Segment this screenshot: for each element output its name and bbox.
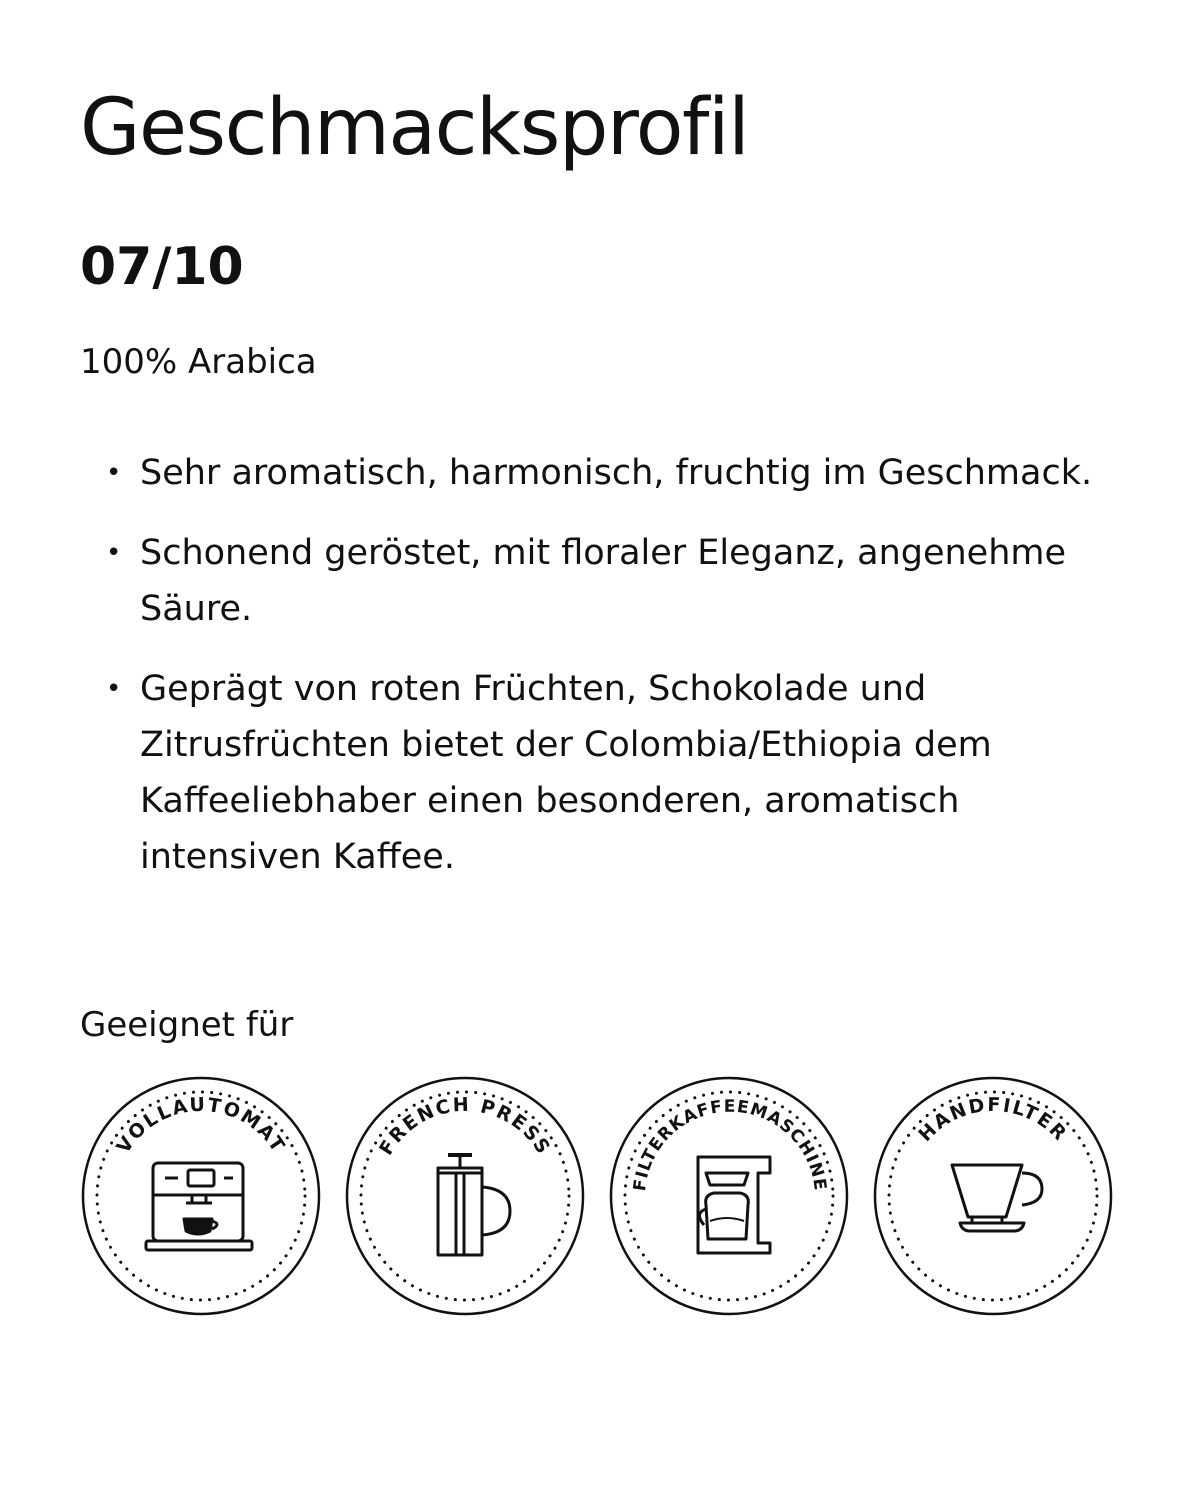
- list-item: [80, 661, 1140, 885]
- page-title: Geschmacksprofil: [80, 83, 749, 173]
- brewing-method-badges: [80, 1075, 1115, 1317]
- bullet-icon: •: [106, 674, 122, 704]
- badge-label: FILTERKAFFEEMASCHINE: [630, 1096, 830, 1193]
- filter-coffee-machine-icon: [698, 1157, 770, 1253]
- badge-label: VOLLAUTOMAT: [112, 1093, 290, 1158]
- list-item: [80, 525, 1140, 637]
- svg-text:VOLLAUTOMAT: [112, 1094, 289, 1158]
- taste-note-text: Schonend geröstet, mit floraler Eleganz, angenehme Säure.: [140, 533, 1067, 629]
- badge-french-press: [344, 1075, 586, 1317]
- taste-note-text: Sehr aromatisch, harmonisch, fruchtig im Geschmack.: [140, 453, 1093, 493]
- svg-text:HANDFILTER: [914, 1094, 1072, 1146]
- badge-label: HANDFILTER: [914, 1093, 1072, 1147]
- badge-label: FRENCH PRESS: [375, 1093, 555, 1160]
- coffee-machine-icon: [146, 1163, 252, 1250]
- badge-handfilter: [872, 1075, 1114, 1317]
- badge-vollautomat: [80, 1075, 322, 1317]
- french-press-icon: [438, 1155, 510, 1255]
- list-item: [80, 445, 1140, 501]
- taste-score: 07/10: [80, 237, 244, 297]
- bullet-icon: •: [106, 458, 122, 488]
- bullet-icon: •: [106, 538, 122, 568]
- taste-notes-list: [80, 445, 1140, 909]
- bean-origin: 100% Arabica: [80, 342, 317, 382]
- badge-filterkaffeemaschine: [608, 1075, 850, 1317]
- suitable-for-label: Geeignet für: [80, 1005, 294, 1045]
- svg-text:FRENCH PRESS: [375, 1094, 555, 1160]
- svg-text:FILTERKAFFEEMASCHINE: [630, 1097, 830, 1193]
- hand-filter-icon: [952, 1165, 1042, 1231]
- taste-note-text: Geprägt von roten Früchten, Schokolade und Zitrusfrüchten bietet der Colombia/Ethiopia dem Kaffeeliebhaber einen besonderen, aromatisch intensiven Kaffee.: [140, 669, 992, 877]
